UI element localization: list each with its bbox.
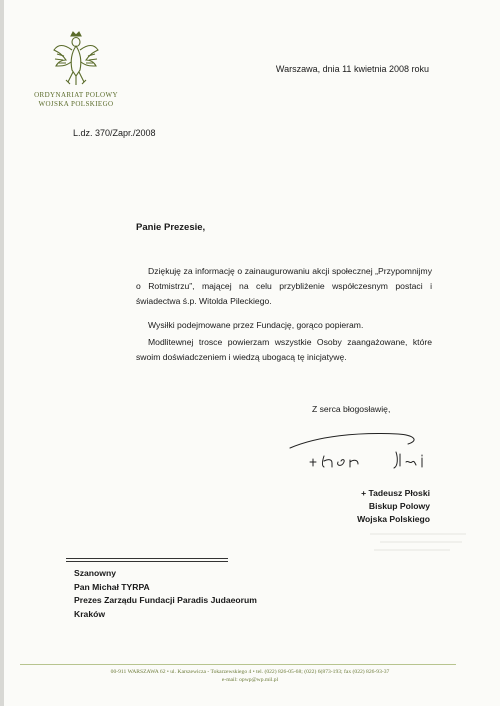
scan-edge bbox=[0, 0, 4, 706]
body-paragraph-1 bbox=[136, 264, 432, 309]
handwritten-signature bbox=[288, 422, 438, 474]
reference-number: L.dz. 370/Zapr./2008 bbox=[73, 128, 156, 138]
place-date: Warszawa, dnia 11 kwietnia 2008 roku bbox=[275, 64, 429, 74]
addressee-line-2: Pan Michał TYRPA bbox=[74, 581, 150, 592]
signer-name: + Tadeusz Płoski bbox=[361, 488, 430, 498]
addressee-line-3: Prezes Zarządu Fundacji Paradis Judaeorum bbox=[74, 595, 257, 605]
body-paragraph-3 bbox=[136, 335, 432, 365]
addressee-line-4: Kraków bbox=[74, 608, 106, 619]
org-name-line2: WOJSKA POLSKIEGO bbox=[38, 100, 114, 108]
body-paragraph-1-text: Dziękuję za informację o zainaugurowaniu akcji społecznej „Przypomnijmy o Rotmistrzu”, mającej na celu przybliżenie współczesnym postaci i świadectwa ś.p. Witolda Pileckiego. bbox=[136, 266, 432, 306]
letterhead-org bbox=[20, 91, 132, 109]
footer-email: e-mail: opwp@wp.mil.pl bbox=[221, 677, 279, 683]
footer-divider bbox=[20, 664, 456, 665]
letterhead-footer bbox=[0, 668, 500, 684]
body-paragraph-3-text: Modlitewnej trosce powierzam wszystkie Osoby zaangażowane, które swoim doświadczeniem i wiedzą ubogacą tę inicjatywę. bbox=[136, 337, 432, 362]
signer-block bbox=[357, 487, 430, 526]
eagle-emblem-icon bbox=[52, 30, 100, 88]
footer-address: 00-911 WARSZAWA 62 • ul. Karszewicza - Tokarzewskiego 4 • tel. (022) 826-05-68; (022) 6(873-193; fax (022) 826-93-37 bbox=[110, 669, 390, 675]
body-paragraph-2: Wysiłki podejmowane przez Fundację, gorąco popieram. bbox=[148, 320, 364, 330]
closing-phrase: Z serca błogosławię, bbox=[312, 404, 391, 414]
addressee-block bbox=[74, 567, 257, 621]
greeting: Panie Prezesie, bbox=[136, 222, 206, 233]
signer-title-1: Biskup Polowy bbox=[368, 501, 430, 511]
signer-title-2: Wojska Polskiego bbox=[357, 514, 430, 524]
address-divider-bottom bbox=[66, 561, 228, 562]
address-divider-top bbox=[66, 558, 228, 559]
org-name-line1: ORDYNARIAT POLOWY bbox=[34, 91, 118, 99]
addressee-line-1: Szanowny bbox=[74, 568, 117, 578]
bleed-through-marks bbox=[370, 530, 470, 560]
